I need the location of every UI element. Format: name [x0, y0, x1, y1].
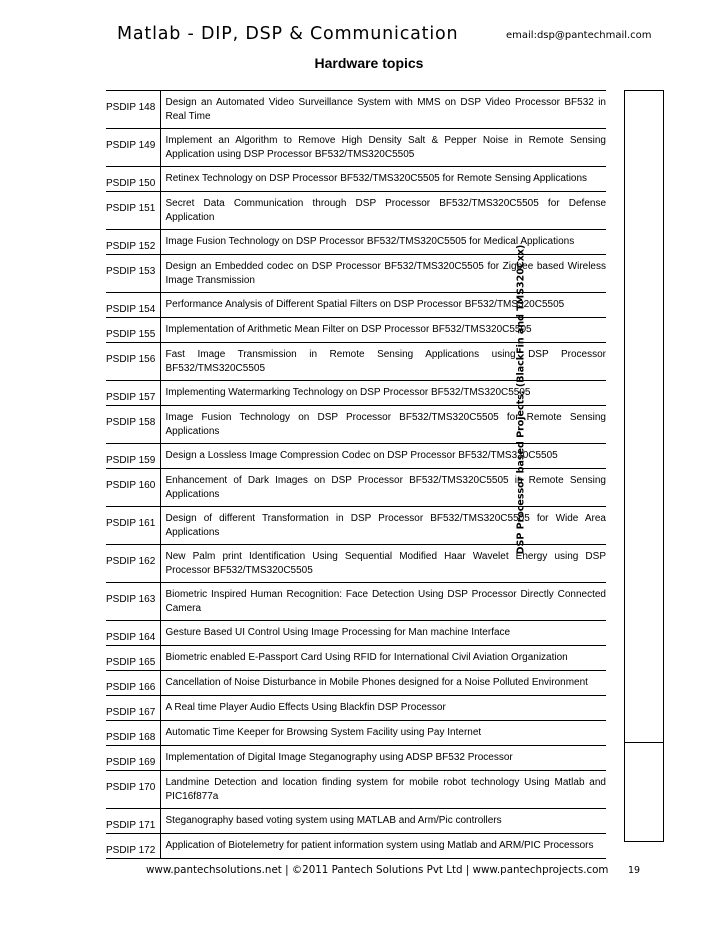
project-title: Retinex Technology on DSP Processor BF532/TMS320C5505 for Remote Sensing Applications: [160, 167, 606, 192]
project-title: Automatic Time Keeper for Browsing System Facility using Pay Internet: [160, 721, 606, 746]
table-row: [106, 507, 606, 545]
project-code: PSDIP 164: [106, 621, 160, 646]
project-title: Cancellation of Noise Disturbance in Mobile Phones designed for a Noise Polluted Environment: [160, 671, 606, 696]
project-code: PSDIP 163: [106, 583, 160, 621]
project-code: PSDIP 169: [106, 746, 160, 771]
project-code: PSDIP 150: [106, 167, 160, 192]
project-title: Application of Biotelemetry for patient information system using Matlab and ARM/PIC Processors: [160, 834, 606, 859]
project-code: PSDIP 172: [106, 834, 160, 859]
project-title: Landmine Detection and location finding system for mobile robot technology Using Matlab and PIC16f877a: [160, 771, 606, 809]
table-row: [106, 696, 606, 721]
table-row: [106, 545, 606, 583]
table-row: [106, 91, 606, 129]
table-row: [106, 721, 606, 746]
table-row: [106, 671, 606, 696]
table-row: [106, 646, 606, 671]
project-code: PSDIP 149: [106, 129, 160, 167]
topics-table-body: [106, 91, 606, 859]
project-code: PSDIP 156: [106, 343, 160, 381]
section-title: Hardware topics: [314, 55, 424, 71]
table-row: [106, 318, 606, 343]
project-code: PSDIP 148: [106, 91, 160, 129]
page-number: 19: [628, 865, 641, 876]
project-title: Implementing Watermarking Technology on DSP Processor BF532/TMS320C5505: [160, 381, 606, 406]
project-title: Secret Data Communication through DSP Processor BF532/TMS320C5505 for Defense Application: [160, 192, 606, 230]
table-row: [106, 771, 606, 809]
project-title: Image Fusion Technology on DSP Processor BF532/TMS320C5505 for Remote Sensing Applications: [160, 406, 606, 444]
project-code: PSDIP 155: [106, 318, 160, 343]
topics-table-container: [106, 90, 663, 856]
table-row: [106, 129, 606, 167]
table-row: [106, 746, 606, 771]
table-row: [106, 230, 606, 255]
project-code: PSDIP 158: [106, 406, 160, 444]
project-title: New Palm print Identification Using Sequential Modified Haar Wavelet Energy using DSP Processor BF532/TMS320C5505: [160, 545, 606, 583]
project-code: PSDIP 160: [106, 469, 160, 507]
project-title: Biometric Inspired Human Recognition: Face Detection Using DSP Processor Directly Connected Camera: [160, 583, 606, 621]
table-row: [106, 834, 606, 859]
project-code: PSDIP 153: [106, 255, 160, 293]
table-row: [106, 192, 606, 230]
project-code: PSDIP 151: [106, 192, 160, 230]
footer-text: www.pantechsolutions.net | ©2011 Pantech Solutions Pvt Ltd | www.pantechprojects.com: [146, 864, 609, 876]
project-code: PSDIP 166: [106, 671, 160, 696]
project-title: Steganography based voting system using MATLAB and Arm/Pic controllers: [160, 809, 606, 834]
project-title: Implementation of Arithmetic Mean Filter on DSP Processor BF532/TMS320C5505: [160, 318, 606, 343]
table-row: [106, 621, 606, 646]
project-title: Biometric enabled E-Passport Card Using RFID for International Civil Aviation Organization: [160, 646, 606, 671]
table-row: [106, 343, 606, 381]
project-title: Enhancement of Dark Images on DSP Processor BF532/TMS320C5505 in Remote Sensing Applications: [160, 469, 606, 507]
project-title: Performance Analysis of Different Spatial Filters on DSP Processor BF532/TMS320C5505: [160, 293, 606, 318]
table-row: [106, 406, 606, 444]
table-row: [106, 444, 606, 469]
table-row: [106, 293, 606, 318]
project-code: PSDIP 152: [106, 230, 160, 255]
project-title: Design a Lossless Image Compression Codec on DSP Processor BF532/TMS320C5505: [160, 444, 606, 469]
project-code: PSDIP 157: [106, 381, 160, 406]
table-row: [106, 469, 606, 507]
project-title: Implement an Algorithm to Remove High Density Salt & Pepper Noise in Remote Sensing Application using DSP Processor BF532/TMS320C5505: [160, 129, 606, 167]
project-code: PSDIP 167: [106, 696, 160, 721]
table-row: [106, 583, 606, 621]
table-row: [106, 809, 606, 834]
project-code: PSDIP 162: [106, 545, 160, 583]
project-title: Design of different Transformation in DSP Processor BF532/TMS320C5505 for Wide Area Applications: [160, 507, 606, 545]
project-title: Fast Image Transmission in Remote Sensing Applications using DSP Processor BF532/TMS320C5505: [160, 343, 606, 381]
table-row: [106, 381, 606, 406]
project-code: PSDIP 171: [106, 809, 160, 834]
table-row: [106, 167, 606, 192]
project-title: Image Fusion Technology on DSP Processor BF532/TMS320C5505 for Medical Applications: [160, 230, 606, 255]
category-column-lower: [624, 742, 664, 842]
category-column: [624, 90, 664, 742]
topics-table: [106, 90, 606, 859]
project-code: PSDIP 165: [106, 646, 160, 671]
project-code: PSDIP 170: [106, 771, 160, 809]
project-code: PSDIP 159: [106, 444, 160, 469]
project-title: Implementation of Digital Image Steganography using ADSP BF532 Processor: [160, 746, 606, 771]
project-title: Design an Embedded codec on DSP Processor BF532/TMS320C5505 for Zigbee based Wireless Image Transmission: [160, 255, 606, 293]
project-code: PSDIP 154: [106, 293, 160, 318]
project-title: Gesture Based UI Control Using Image Processing for Man machine Interface: [160, 621, 606, 646]
table-row: [106, 255, 606, 293]
project-title: Design an Automated Video Surveillance System with MMS on DSP Video Processor BF532 in Real Time: [160, 91, 606, 129]
document-title: Matlab - DIP, DSP & Communication: [117, 24, 459, 44]
project-code: PSDIP 168: [106, 721, 160, 746]
project-title: A Real time Player Audio Effects Using Blackfin DSP Processor: [160, 696, 606, 721]
category-label: DSP Processor based Projects: (BlackFin and TMS320Cxx): [515, 244, 527, 555]
contact-email: email:dsp@pantechmail.com: [506, 30, 652, 41]
project-code: PSDIP 161: [106, 507, 160, 545]
